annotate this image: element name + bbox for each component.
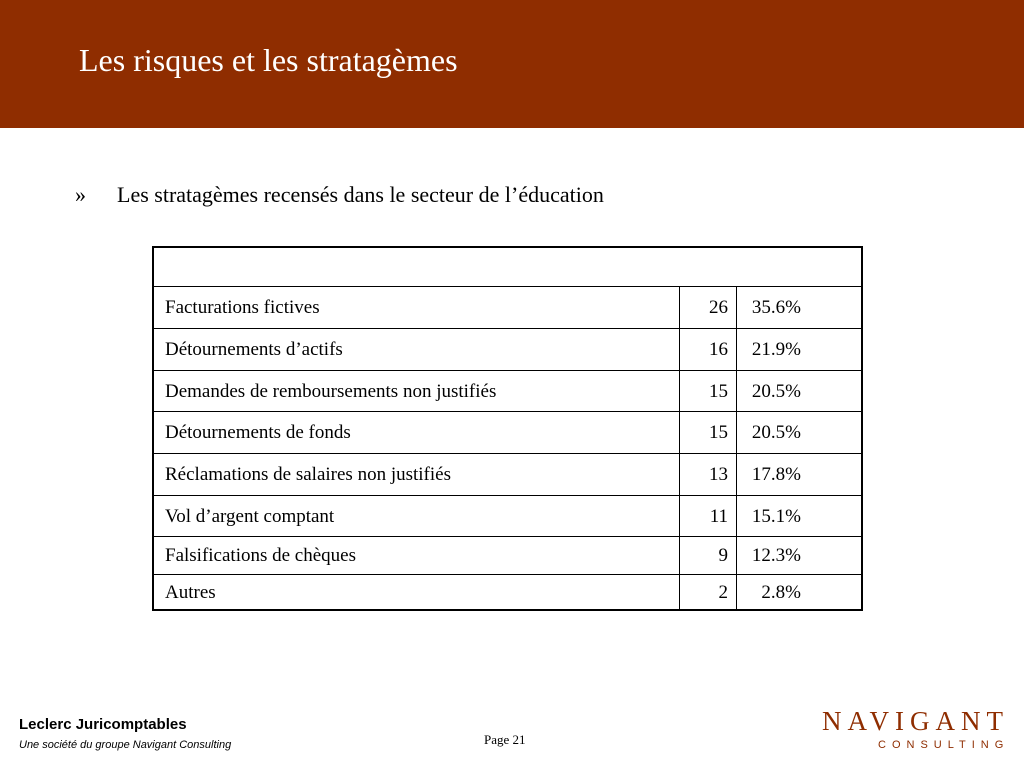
- slide-title: Les risques et les stratagèmes: [79, 42, 458, 78]
- scheme-percent: 35.6%: [751, 297, 801, 318]
- logo-tagline: CONSULTING: [878, 739, 1010, 751]
- scheme-count: 11: [680, 496, 737, 536]
- table-row: [154, 371, 861, 412]
- scheme-count: 15: [680, 371, 737, 411]
- table-header-row: [154, 248, 861, 287]
- scheme-percent: 20.5%: [751, 422, 801, 443]
- scheme-percent: 17.8%: [751, 464, 801, 485]
- table-row: [154, 454, 861, 496]
- scheme-percent-cell: [737, 575, 861, 609]
- scheme-label: Détournements d’actifs: [154, 329, 680, 370]
- scheme-label: Demandes de remboursements non justifiés: [154, 371, 680, 411]
- scheme-count: 16: [680, 329, 737, 370]
- scheme-percent-cell: [737, 287, 861, 328]
- scheme-count: 26: [680, 287, 737, 328]
- scheme-percent-cell: [737, 537, 861, 574]
- table-row: [154, 412, 861, 454]
- scheme-label: Détournements de fonds: [154, 412, 680, 453]
- scheme-label: Falsifications de chèques: [154, 537, 680, 574]
- scheme-percent-cell: [737, 371, 861, 411]
- scheme-percent: 15.1%: [751, 505, 801, 527]
- scheme-percent: 2.8%: [761, 581, 801, 603]
- scheme-percent-cell: [737, 496, 861, 536]
- slide-header: [0, 0, 1024, 128]
- schemes-table: [152, 246, 863, 611]
- scheme-count: 9: [680, 537, 737, 574]
- table-row: [154, 496, 861, 537]
- table-row: [154, 537, 861, 575]
- scheme-percent: 21.9%: [751, 339, 801, 360]
- scheme-count: 15: [680, 412, 737, 453]
- scheme-percent-cell: [737, 412, 861, 453]
- table-row: [154, 287, 861, 329]
- table-row: [154, 575, 861, 609]
- page-number: Page 21: [484, 732, 526, 747]
- scheme-count: 13: [680, 454, 737, 495]
- footer-company-name: Leclerc Juricomptables: [19, 716, 187, 733]
- scheme-label: Réclamations de salaires non justifiés: [154, 454, 680, 495]
- scheme-label: Vol d’argent comptant: [154, 496, 680, 536]
- bullet-marker: »: [75, 182, 86, 207]
- scheme-percent: 12.3%: [751, 545, 801, 566]
- logo-wordmark: NAVIGANT: [822, 706, 1009, 736]
- table-row: [154, 329, 861, 371]
- scheme-percent: 20.5%: [751, 380, 801, 402]
- scheme-count: 2: [680, 575, 737, 609]
- scheme-label: Facturations fictives: [154, 287, 680, 328]
- scheme-label: Autres: [154, 575, 680, 609]
- bullet-point: [75, 184, 604, 206]
- navigant-logo: [822, 706, 1010, 756]
- table-header-cell: [154, 248, 861, 286]
- footer-company-tagline: Une société du groupe Navigant Consulting: [19, 739, 232, 751]
- scheme-percent-cell: [737, 454, 861, 495]
- bullet-text: Les stratagèmes recensés dans le secteur de l’éducation: [117, 182, 604, 207]
- scheme-percent-cell: [737, 329, 861, 370]
